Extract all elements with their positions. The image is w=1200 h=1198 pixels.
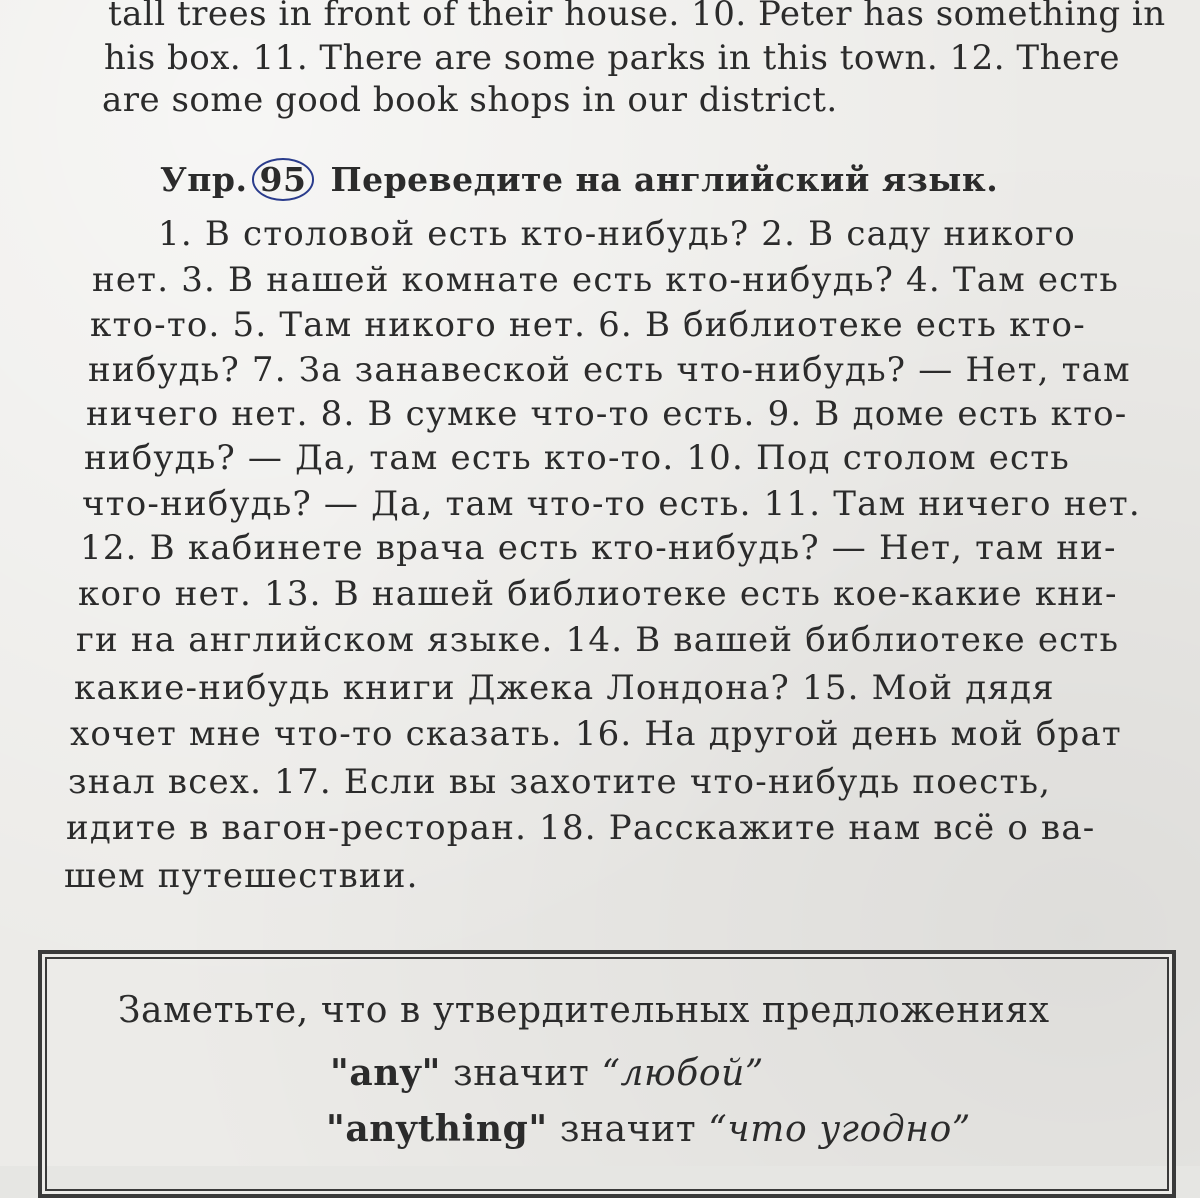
note-word: "anything" xyxy=(326,1108,548,1150)
exercise-prefix: Упр. xyxy=(160,160,248,199)
exercise-line: нет. 3. В нашей комнате есть кто-нибудь? 4. Там есть xyxy=(92,260,1120,300)
text-line: his box. 11. There are some parks in this town. 12. There xyxy=(104,38,1120,78)
exercise-line: 1. В столовой есть кто-нибудь? 2. В саду никого xyxy=(158,214,1076,254)
exercise-line: ничего нет. 8. В сумке что-то есть. 9. В доме есть кто- xyxy=(86,394,1128,434)
exercise-line: шем путешествии. xyxy=(64,856,419,896)
exercise-line: ги на английском языке. 14. В вашей библиотеке есть xyxy=(76,620,1120,660)
note-row-anything xyxy=(326,1108,971,1150)
exercise-line: кто-то. 5. Там никого нет. 6. В библиотеке есть кто- xyxy=(90,305,1086,345)
exercise-title: Переведите на английский язык. xyxy=(330,160,999,199)
note-row-any xyxy=(330,1052,764,1094)
exercise-line: идите в вагон-ресторан. 18. Расскажите нам всё о ва- xyxy=(66,808,1096,848)
note-intro: Заметьте, что в утвердительных предложениях xyxy=(118,990,1050,1031)
text-line: are some good book shops in our district. xyxy=(102,80,838,120)
note-verb: значит xyxy=(452,1053,590,1094)
note-verb: значит xyxy=(559,1109,697,1150)
exercise-number: 95 xyxy=(252,158,315,201)
text-line: tall trees in front of their house. 10. Peter has something in xyxy=(108,0,1166,34)
exercise-line: хочет мне что-то сказать. 16. На другой день мой брат xyxy=(70,714,1122,754)
exercise-line: 12. В кабинете врача есть кто-нибудь? — Нет, там ни- xyxy=(80,528,1117,568)
exercise-line: нибудь? 7. За занавеской есть что-нибудь? — Нет, там xyxy=(88,350,1131,390)
note-meaning: “что угодно” xyxy=(708,1109,971,1150)
exercise-line: кого нет. 13. В нашей библиотеке есть кое-какие кни- xyxy=(78,574,1118,614)
note-word: "any" xyxy=(330,1052,441,1094)
exercise-line: знал всех. 17. Если вы захотите что-нибудь поесть, xyxy=(68,762,1052,802)
note-meaning: “любой” xyxy=(601,1053,764,1094)
exercise-line: какие-нибудь книги Джека Лондона? 15. Мой дядя xyxy=(74,668,1055,708)
exercise-line: что-нибудь? — Да, там что-то есть. 11. Там ничего нет. xyxy=(82,484,1141,524)
exercise-line: нибудь? — Да, там есть кто-то. 10. Под столом есть xyxy=(84,438,1071,478)
exercise-heading xyxy=(160,158,998,201)
